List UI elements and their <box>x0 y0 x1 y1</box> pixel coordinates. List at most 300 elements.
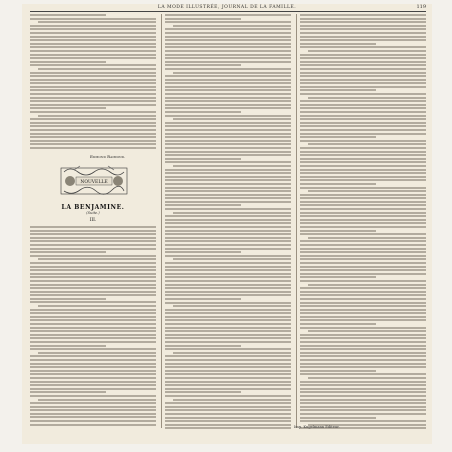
text-line <box>300 18 426 20</box>
text-line <box>300 363 426 365</box>
text-line <box>165 183 291 185</box>
text-line <box>165 413 291 415</box>
text-line <box>165 388 291 390</box>
text-line <box>300 118 426 120</box>
text-line <box>38 258 156 260</box>
text-line <box>300 64 426 66</box>
text-line <box>165 363 291 365</box>
text-line <box>30 280 156 282</box>
text-line <box>30 226 156 228</box>
text-line <box>300 136 376 138</box>
text-line <box>165 323 291 325</box>
text-line <box>300 273 426 275</box>
text-line <box>300 230 376 232</box>
text-line <box>300 409 426 411</box>
text-line <box>165 262 291 264</box>
text-line <box>173 72 291 74</box>
text-line <box>300 280 426 282</box>
text-line <box>30 97 156 99</box>
text-line <box>30 125 156 127</box>
text-line <box>165 169 291 171</box>
text-line <box>30 255 156 257</box>
text-line <box>165 197 291 199</box>
text-line <box>165 381 291 383</box>
text-line <box>165 276 291 278</box>
text-line <box>300 402 426 404</box>
text-line <box>300 201 426 203</box>
text-line <box>308 97 426 99</box>
text-line <box>300 269 426 271</box>
text-line <box>165 36 291 38</box>
text-line <box>300 302 426 304</box>
text-line <box>300 133 426 135</box>
text-line <box>30 377 156 379</box>
text-line <box>300 89 376 91</box>
story-title: LA BENJAMINE. <box>61 204 125 211</box>
text-line <box>300 391 426 393</box>
text-line <box>30 86 156 88</box>
text-line <box>30 316 156 318</box>
text-line <box>165 316 291 318</box>
text-line <box>300 39 426 41</box>
text-line <box>30 251 106 253</box>
text-line <box>30 89 156 91</box>
page-number: 119 <box>416 4 426 10</box>
text-line <box>165 143 291 145</box>
text-line <box>300 316 426 318</box>
text-line <box>300 323 376 325</box>
text-line <box>30 36 156 38</box>
text-line <box>165 309 291 311</box>
text-line <box>30 107 106 109</box>
text-line <box>300 122 426 124</box>
text-line <box>30 416 156 418</box>
text-line <box>165 158 241 160</box>
text-line <box>300 352 426 354</box>
text-line <box>30 72 156 74</box>
text-line <box>165 302 291 304</box>
text-line <box>30 75 156 77</box>
text-line <box>300 291 426 293</box>
text-line <box>30 122 156 124</box>
text-line <box>30 276 156 278</box>
text-line <box>300 183 376 185</box>
text-line <box>300 28 426 30</box>
text-line <box>30 61 106 63</box>
text-line <box>30 420 156 422</box>
text-line <box>165 291 291 293</box>
text-line <box>165 417 291 419</box>
text-line <box>30 345 106 347</box>
text-line <box>30 384 156 386</box>
text-line <box>30 406 156 408</box>
text-line <box>300 194 426 196</box>
text-line <box>165 190 291 192</box>
text-line <box>30 269 156 271</box>
text-line <box>300 208 426 210</box>
column-left <box>30 14 156 430</box>
text-line <box>300 154 426 156</box>
text-line <box>30 244 156 246</box>
text-line <box>165 43 291 45</box>
text-line <box>30 327 156 329</box>
printer-footer: Imp. Kugelmann Editeur. <box>294 425 340 429</box>
text-line <box>308 143 426 145</box>
column-divider <box>161 14 162 428</box>
text-line <box>30 323 156 325</box>
text-line <box>30 32 156 34</box>
text-line <box>30 111 156 113</box>
text-line <box>30 100 156 102</box>
text-line <box>165 75 291 77</box>
text-line <box>300 233 426 235</box>
text-line <box>173 165 291 167</box>
text-line <box>300 115 426 117</box>
text-line <box>30 54 156 56</box>
chapter-number: III. <box>89 218 97 223</box>
text-line <box>165 337 291 339</box>
text-line <box>165 46 291 48</box>
text-line <box>308 237 426 239</box>
text-line <box>30 57 156 59</box>
text-line <box>30 402 156 404</box>
text-line <box>30 381 156 383</box>
text-line <box>38 352 156 354</box>
text-line <box>300 309 426 311</box>
text-block-bottom <box>30 226 156 427</box>
text-line <box>165 100 291 102</box>
text-line <box>300 187 426 189</box>
text-line <box>300 388 426 390</box>
text-line <box>30 334 156 336</box>
text-line <box>30 266 156 268</box>
text-line <box>165 104 291 106</box>
text-line <box>30 230 156 232</box>
text-line <box>300 373 426 375</box>
text-line <box>30 413 156 415</box>
text-line <box>165 219 291 221</box>
text-line <box>165 14 291 16</box>
text-line <box>300 212 426 214</box>
text-line <box>173 212 291 214</box>
text-line <box>165 269 291 271</box>
text-line <box>165 427 291 429</box>
text-line <box>300 125 426 127</box>
text-line <box>165 298 241 300</box>
text-line <box>30 395 156 397</box>
text-line <box>165 201 291 203</box>
text-line <box>165 187 291 189</box>
text-line <box>30 14 106 16</box>
text-line <box>30 298 106 300</box>
text-line <box>165 341 291 343</box>
text-line <box>300 417 376 419</box>
text-line <box>165 61 291 63</box>
text-line <box>300 420 426 422</box>
author-signature: Edmond Raimond. <box>90 154 126 159</box>
text-line <box>30 240 156 242</box>
text-line <box>38 305 156 307</box>
text-line <box>165 82 291 84</box>
text-line <box>165 327 291 329</box>
text-line <box>165 107 291 109</box>
text-line <box>300 111 426 113</box>
text-line <box>30 424 156 426</box>
text-line <box>300 255 426 257</box>
text-line <box>300 57 426 59</box>
text-line <box>165 402 291 404</box>
text-line <box>30 82 156 84</box>
text-line <box>300 248 426 250</box>
text-line <box>165 409 291 411</box>
text-line <box>300 240 426 242</box>
text-line <box>300 262 426 264</box>
text-line <box>30 359 156 361</box>
text-line <box>308 330 426 332</box>
text-line <box>300 172 426 174</box>
text-line <box>300 366 426 368</box>
text-line <box>38 399 156 401</box>
text-line <box>165 172 291 174</box>
text-line <box>165 424 291 426</box>
text-line <box>30 50 156 52</box>
text-line <box>308 284 426 286</box>
text-line <box>30 46 156 48</box>
text-line <box>165 39 291 41</box>
text-line <box>300 370 376 372</box>
text-line <box>165 255 291 257</box>
column-middle <box>165 14 291 430</box>
text-line <box>165 359 291 361</box>
text-line <box>165 334 291 336</box>
text-line <box>300 46 426 48</box>
text-line <box>300 93 426 95</box>
text-line <box>300 341 426 343</box>
text-line <box>300 215 426 217</box>
text-line <box>165 154 291 156</box>
banner-label: NOUVELLE <box>80 180 108 185</box>
text-line <box>300 32 426 34</box>
text-line <box>308 50 426 52</box>
text-line <box>165 395 291 397</box>
text-line <box>165 68 291 70</box>
text-line <box>165 115 291 117</box>
text-line <box>30 287 156 289</box>
text-line <box>300 226 426 228</box>
text-line <box>165 21 291 23</box>
text-line <box>165 176 291 178</box>
text-line <box>30 233 156 235</box>
text-line <box>30 373 156 375</box>
text-line <box>300 129 426 131</box>
text-line <box>30 133 156 135</box>
text-line <box>30 301 156 303</box>
text-line <box>300 348 426 350</box>
text-line <box>30 319 156 321</box>
text-line <box>165 97 291 99</box>
text-line <box>300 68 426 70</box>
text-line <box>300 381 426 383</box>
text-line <box>300 337 426 339</box>
text-line <box>165 240 291 242</box>
text-line <box>300 61 426 63</box>
story-suite: (Suite.) <box>86 211 100 215</box>
text-line <box>30 28 156 30</box>
text-line <box>300 104 426 106</box>
text-line <box>165 79 291 81</box>
text-line <box>165 373 291 375</box>
text-line <box>300 327 426 329</box>
text-line <box>165 89 291 91</box>
text-line <box>30 273 156 275</box>
text-line <box>30 140 156 142</box>
text-line <box>30 370 156 372</box>
text-line <box>300 399 426 401</box>
text-line <box>30 237 156 239</box>
text-line <box>30 147 156 149</box>
text-line <box>173 258 291 260</box>
text-line <box>165 244 291 246</box>
text-block-middle <box>165 14 291 430</box>
newspaper-page <box>22 4 432 444</box>
text-line <box>165 194 291 196</box>
header-rule <box>30 11 426 12</box>
text-line <box>165 129 291 131</box>
text-line <box>300 21 426 23</box>
column-divider <box>296 14 297 428</box>
text-line <box>165 122 291 124</box>
text-line <box>300 82 426 84</box>
text-line <box>165 54 291 56</box>
text-line <box>165 222 291 224</box>
text-line <box>165 294 291 296</box>
text-line <box>300 165 426 167</box>
text-line <box>165 125 291 127</box>
text-line <box>308 190 426 192</box>
text-line <box>165 348 291 350</box>
text-line <box>300 359 426 361</box>
text-line <box>165 215 291 217</box>
text-line <box>300 151 426 153</box>
text-line <box>300 43 376 45</box>
text-line <box>165 179 291 181</box>
text-line <box>300 298 426 300</box>
text-line <box>30 262 156 264</box>
text-line <box>300 219 426 221</box>
text-line <box>165 140 291 142</box>
text-line <box>30 248 156 250</box>
text-line <box>30 39 156 41</box>
text-line <box>300 319 426 321</box>
text-line <box>165 151 291 153</box>
text-line <box>30 129 156 131</box>
text-line <box>30 330 156 332</box>
text-line <box>30 409 156 411</box>
text-line <box>30 284 156 286</box>
text-line <box>300 334 426 336</box>
text-line <box>165 251 241 253</box>
text-block-right <box>300 14 426 430</box>
text-line <box>30 79 156 81</box>
text-line <box>30 93 156 95</box>
text-line <box>165 273 291 275</box>
text-line <box>30 18 156 20</box>
text-line <box>173 399 291 401</box>
text-line <box>165 406 291 408</box>
text-line <box>300 147 426 149</box>
text-line <box>30 64 156 66</box>
text-line <box>300 251 426 253</box>
text-line <box>165 57 291 59</box>
text-line <box>173 352 291 354</box>
text-line <box>30 291 156 293</box>
text-line <box>300 413 426 415</box>
text-line <box>165 32 291 34</box>
text-line <box>300 54 426 56</box>
text-line <box>300 14 426 16</box>
text-line <box>165 161 291 163</box>
text-line <box>165 237 291 239</box>
text-line <box>300 140 426 142</box>
text-line <box>30 294 156 296</box>
text-line <box>165 330 291 332</box>
text-line <box>30 118 156 120</box>
text-line <box>165 208 291 210</box>
text-line <box>165 50 291 52</box>
text-line <box>30 388 156 390</box>
text-line <box>300 86 426 88</box>
text-line <box>165 93 291 95</box>
text-line <box>300 75 426 77</box>
text-line <box>30 312 156 314</box>
text-line <box>165 204 241 206</box>
text-line <box>300 384 426 386</box>
text-line <box>30 43 156 45</box>
text-line <box>173 118 291 120</box>
text-line <box>300 204 426 206</box>
text-line <box>300 266 426 268</box>
text-line <box>300 169 426 171</box>
text-line <box>165 312 291 314</box>
text-line <box>165 420 291 422</box>
text-line <box>165 233 291 235</box>
text-line <box>38 115 156 117</box>
text-line <box>165 355 291 357</box>
text-line <box>30 391 106 393</box>
text-line <box>300 107 426 109</box>
text-line <box>165 284 291 286</box>
text-line <box>30 366 156 368</box>
text-line <box>165 64 241 66</box>
text-line <box>300 100 426 102</box>
text-line <box>300 222 426 224</box>
text-line <box>38 68 156 70</box>
text-line <box>300 345 426 347</box>
text-line <box>173 305 291 307</box>
text-line <box>165 248 291 250</box>
running-title: LA MODE ILLUSTRÉE, JOURNAL DE LA FAMILLE. <box>157 5 297 10</box>
text-line <box>300 276 376 278</box>
text-line <box>30 25 156 27</box>
text-line <box>300 355 426 357</box>
text-line <box>30 348 156 350</box>
text-line <box>300 395 426 397</box>
text-line <box>308 377 426 379</box>
text-line <box>165 28 291 30</box>
text-line <box>165 86 291 88</box>
text-line <box>300 25 426 27</box>
text-line <box>165 384 291 386</box>
